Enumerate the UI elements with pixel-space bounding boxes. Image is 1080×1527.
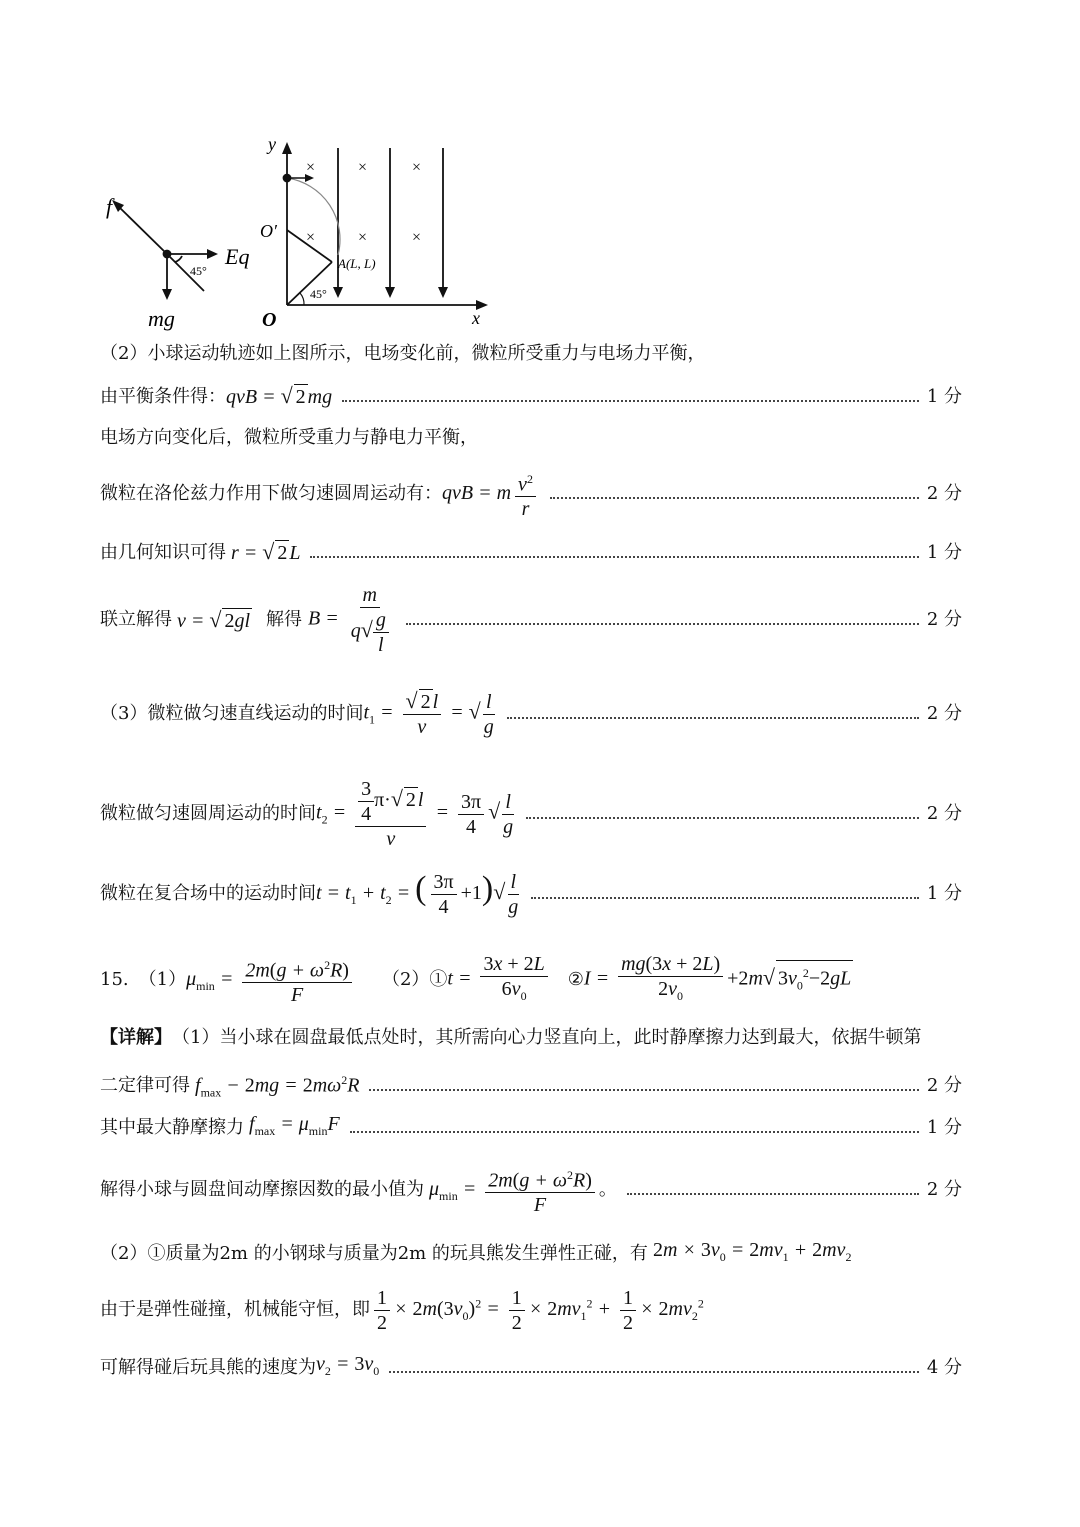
q15-line3: 其中最大静摩擦力 $f_{max} = \mu_{min}F$ 1 分 [100,1112,962,1143]
eq-fmax: $f_{max} = \mu_{min}F$ [244,1113,340,1138]
q14-eq1-line: 由平衡条件得： qvB = √ 2 mg 1 分 [100,383,962,408]
eq-velocity: v = √ 2gl [172,606,251,632]
q15-line2: 二定律可得 $f_{max} - 2mg = 2m\omega^2R$ 2 分 [100,1068,962,1105]
field-mark: × [306,159,316,176]
eq-newton: $f_{max} - 2mg = 2m\omega^2R$ [190,1073,360,1100]
force-label-mg: mg [148,306,175,331]
force-angle-label: 45° [190,264,207,278]
eq-mu-min-answer: $\mu_{min}$ = $\frac{2m(g + \omega^2R)}{F}$ [186,953,356,1008]
eq-t1: $t_1$ = $\frac{√ 2 l}{v}$ = √ $\frac{l}{g}$ [363,688,494,738]
q14-eq2-line: 微粒在洛伦兹力作用下做匀速圆周运动有： qvB = m $\frac{v^2}{r}$ 2 分 [100,468,962,520]
axis-label-x: x [472,308,480,328]
force-label-eq: Eq [225,244,250,269]
q15-line7: 可解得碰后玩具熊的速度为 $v_2 = 3v_0$ 4 分 [100,1352,962,1383]
eq-lorentz: qvB = m $\frac{v^2}{r}$ [442,467,540,522]
q15-line6: 由于是弹性碰撞，机械能守恒，即 $\frac{1}{2}$ × $2m(3v_0)^2$ = $\frac{1}{2}$ × $2mv_1^2$ + $\frac{1}{2}$ × $2mv_2^2$ [100,1286,704,1334]
q15-detail-line: 【详解】 （1）当小球在圆盘最低点处时，其所需向心力竖直向上，此时静摩擦力达到最大，依据牛顿第 [100,1027,922,1048]
eq-mu-min: $\mu_{min}$ = $\frac{2m(g + \omega^2R)}{F}$ [424,1163,599,1218]
q14-eq4-line: 联立解得 v = √ 2gl 解得 B = m q√ $\frac{g}{l}$ 2 分 [100,584,962,656]
field-mark: × [358,229,368,246]
physics-figure [0,0,1080,340]
eq-balance: qvB = √ 2 mg [226,383,333,408]
eq-t-total: $t = t_1 + t_2$ = ( $\frac{3\pi}{4}$ +1)√ $\frac{l}{g}$ [316,869,519,918]
q14-t2-line: 微粒做匀速圆周运动的时间 $t_2$ = $\frac{3}{4}$ π·√ 2 l v = $\frac{3\pi}{4}$ √ $\frac{l}{g}$ 2 分 [100,778,962,850]
q14-eq3-line: 由几何知识可得 r = √ 2 L 1 分 [100,539,962,564]
eq-energy: $\frac{1}{2}$ × $2m(3v_0)^2$ = $\frac{1}{2}$ × $2mv_1^2$ + $\frac{1}{2}$ × $2mv_2^2$ [370,1286,704,1335]
eq-impulse-answer: I = $\frac{mg(3x + 2L)}{2v_0}$ +2m√ $3v_0^2-2gL$ [583,953,852,1003]
q14-t-line: 微粒在复合场中的运动时间 $t = t_1 + t_2$ = ( $\frac{3\pi}{4}$ +1)√ $\frac{l}{g}$ 1 分 [100,869,962,918]
field-mark: × [306,229,316,246]
axis-angle-label: 45° [310,287,327,301]
axis-label-y: y [268,134,276,154]
eq-momentum: $2m \times 3v_0 = 2mv_1 + 2mv_2$ [652,1239,852,1264]
field-mark: × [412,229,422,246]
axis-label-origin: O [262,309,277,331]
force-label-f: f [106,194,113,219]
q14-line-after: 电场方向变化后，微粒所受重力与静电力平衡， [100,427,478,448]
eq-t2: $t_2$ = $\frac{3}{4}$ π·√ 2 l v = $\frac{3\pi}{4}$ √ $\frac{l}{g}$ [316,778,514,850]
field-mark: × [412,159,422,176]
field-mark: × [358,159,368,176]
eq-v2: $v_2 = 3v_0$ [316,1353,380,1378]
center-label: O′ [260,221,277,241]
eq-t-answer: t = $\frac{3x + 2L}{6v_0}$ [447,952,551,1008]
force-diagram [112,200,218,300]
q14-part2-intro: （2）小球运动轨迹如上图所示，电场变化前，微粒所受重力与电场力平衡， [100,343,706,364]
q15-line4: 解得小球与圆盘间动摩擦因数的最小值为 $\mu_{min}$ = $\frac{2m(g + \omega^2R)}{F}$ 。 2 分 [100,1160,962,1220]
eq-field-b: B = m q√ $\frac{g}{l}$ [308,583,396,657]
eq-radius: r = √ 2 L [226,539,301,564]
q15-answer-line: 15. （1） $\mu_{min}$ = $\frac{2m(g + \omega^2R)}{F}$ （2）① t = $\frac{3x + 2L}{6v_0}$ ② I = $\frac{mg(3x + 2L)}{2v_0}$ +2m√ $3v_0^2-2gL$ [100,953,852,1007]
point-a-label: A(L, L) [338,256,376,271]
q15-line5: （2）①质量为2m 的小钢球与质量为2m 的玩具熊发生弹性正碰，有 $2m \times 3v_0 = 2mv_1 + 2mv_2$ [100,1238,962,1269]
q14-part3-line: （3）微粒做匀速直线运动的时间 $t_1$ = $\frac{√ 2 l}{v}$ = √ $\frac{l}{g}$ 2 分 [100,688,962,738]
